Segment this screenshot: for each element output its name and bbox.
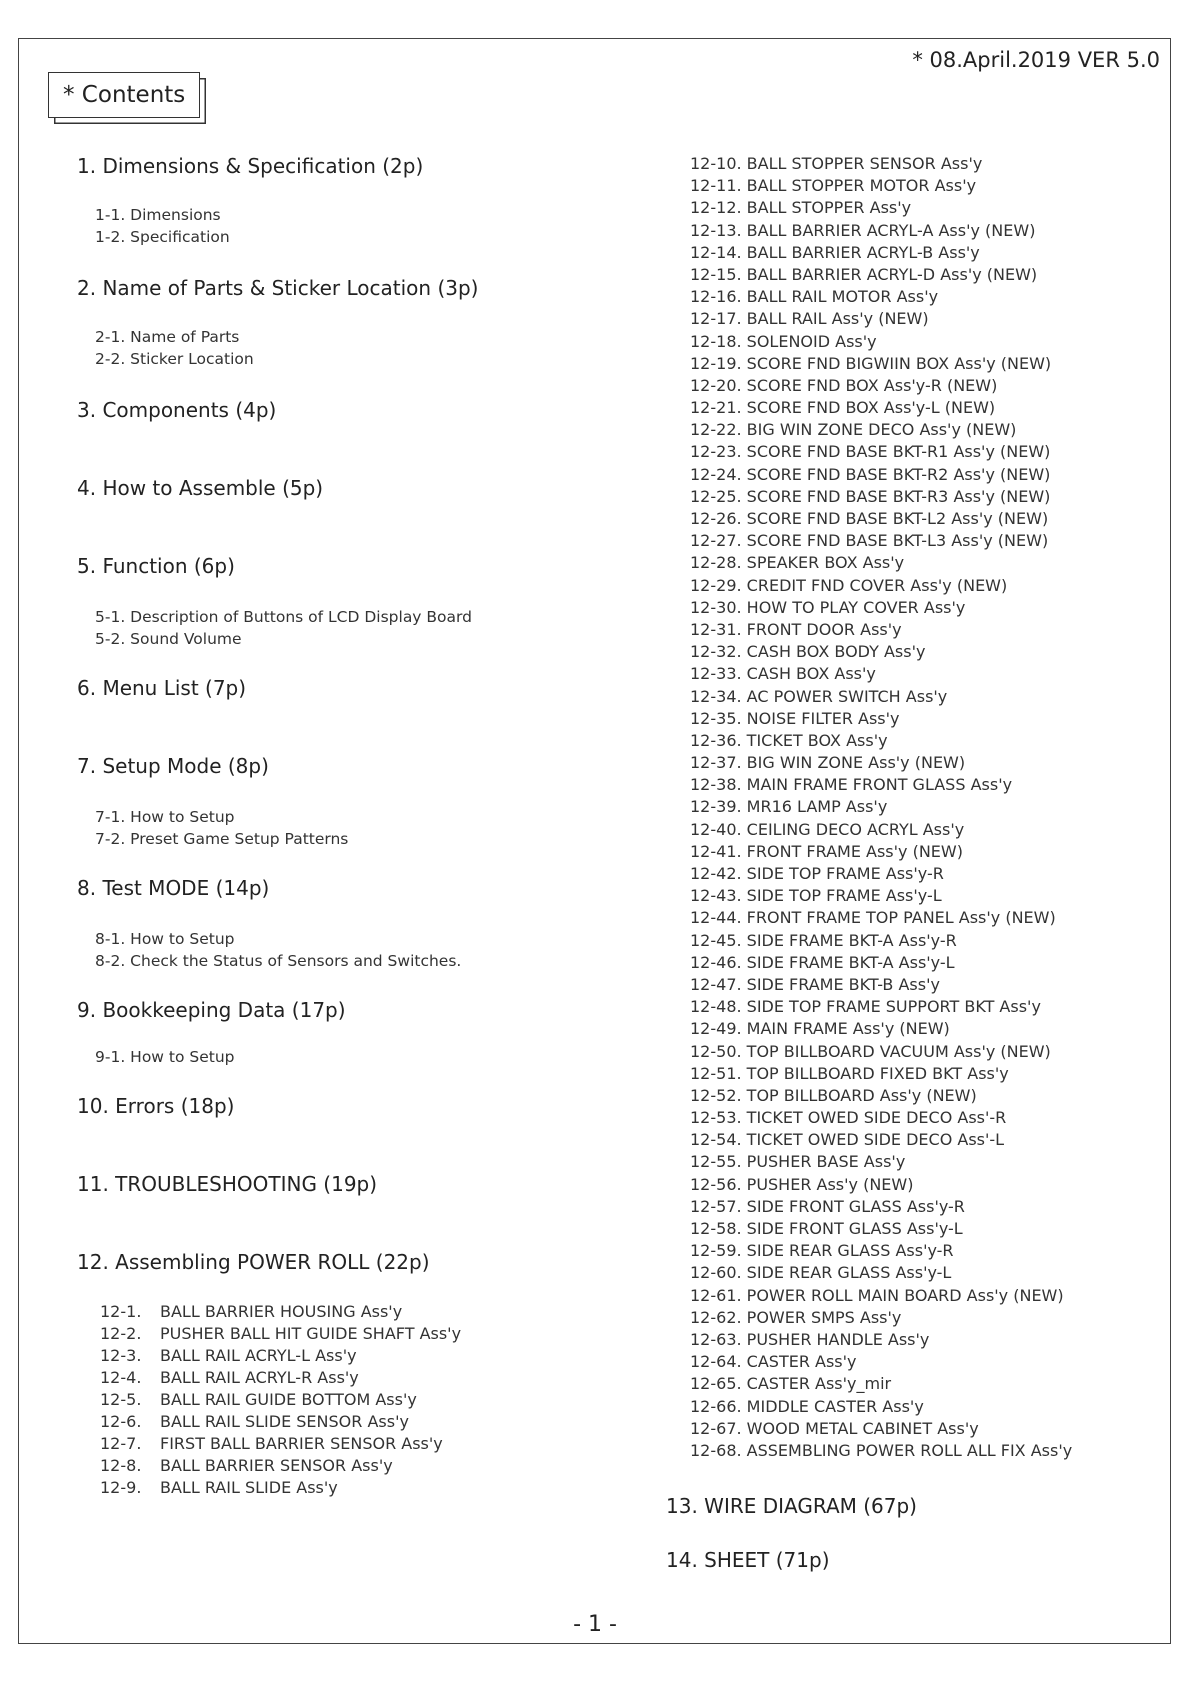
toc-sub-5-2[interactable]: 5-2. Sound Volume: [95, 630, 242, 648]
toc-assembly-item[interactable]: 12-48. SIDE TOP FRAME SUPPORT BKT Ass'y: [690, 997, 1041, 1017]
assembly-name: BALL RAIL SLIDE SENSOR Ass'y: [160, 1412, 409, 1431]
toc-assembly-item[interactable]: 12-52. TOP BILLBOARD Ass'y (NEW): [690, 1085, 977, 1105]
toc-assembly-item[interactable]: 12-58. SIDE FRONT GLASS Ass'y-L: [690, 1219, 963, 1238]
toc-assembly-item[interactable]: 12-65. CASTER Ass'y_mir: [690, 1374, 892, 1394]
assembly-num: 12-7.: [100, 1434, 142, 1453]
toc-sub-7-1[interactable]: 7-1. How to Setup: [95, 808, 235, 826]
toc-assembly-item[interactable]: [100, 1368, 359, 1387]
toc-assembly-item[interactable]: 12-67. WOOD METAL CABINET Ass'y: [690, 1418, 979, 1438]
toc-assembly-item[interactable]: 12-23. SCORE FND BASE BKT-R1 Ass'y (NEW): [690, 442, 1051, 462]
toc-sub-2-2[interactable]: 2-2. Sticker Location: [95, 350, 254, 368]
toc-assembly-item[interactable]: 12-46. SIDE FRAME BKT-A Ass'y-L: [690, 952, 955, 972]
assembly-num: 12-4.: [100, 1368, 142, 1387]
toc-assembly-item[interactable]: [100, 1324, 461, 1343]
toc-sub-5-1[interactable]: 5-1. Description of Buttons of LCD Display Board: [95, 608, 472, 626]
toc-assembly-item[interactable]: 12-68. ASSEMBLING POWER ROLL ALL FIX Ass'y: [690, 1440, 1073, 1460]
toc-assembly-item[interactable]: [100, 1434, 443, 1453]
toc-assembly-item[interactable]: 12-55. PUSHER BASE Ass'y: [690, 1152, 906, 1172]
toc-assembly-item[interactable]: 12-57. SIDE FRONT GLASS Ass'y-R: [690, 1196, 965, 1216]
assembly-num: 12-8.: [100, 1456, 142, 1475]
toc-assembly-item[interactable]: 12-40. CEILING DECO ACRYL Ass'y: [690, 819, 965, 839]
toc-assembly-item[interactable]: [100, 1412, 409, 1431]
toc-assembly-item[interactable]: 12-11. BALL STOPPER MOTOR Ass'y: [690, 176, 977, 196]
toc-assembly-item[interactable]: 12-16. BALL RAIL MOTOR Ass'y: [690, 287, 939, 307]
toc-assembly-item[interactable]: 12-34. AC POWER SWITCH Ass'y: [690, 686, 948, 706]
assembly-name: BALL RAIL ACRYL-L Ass'y: [160, 1346, 357, 1365]
toc-assembly-item[interactable]: [100, 1346, 357, 1365]
assembly-num: 12-9.: [100, 1478, 142, 1497]
toc-assembly-item[interactable]: 12-47. SIDE FRAME BKT-B Ass'y: [690, 974, 940, 994]
toc-assembly-item[interactable]: 12-33. CASH BOX Ass'y: [690, 664, 876, 684]
assembly-name: BALL RAIL SLIDE Ass'y: [160, 1478, 338, 1497]
assembly-name: PUSHER BALL HIT GUIDE SHAFT Ass'y: [160, 1324, 462, 1343]
toc-section-2[interactable]: 2. Name of Parts & Sticker Location (3p): [77, 276, 479, 300]
toc-section-3[interactable]: 3. Components (4p): [77, 398, 277, 422]
toc-sub-8-1[interactable]: 8-1. How to Setup: [95, 930, 235, 948]
toc-assembly-item[interactable]: 12-25. SCORE FND BASE BKT-R3 Ass'y (NEW): [690, 486, 1051, 506]
toc-assembly-item[interactable]: 12-28. SPEAKER BOX Ass'y: [690, 553, 905, 573]
toc-section-8[interactable]: 8. Test MODE (14p): [77, 876, 270, 900]
assembly-name: BALL BARRIER SENSOR Ass'y: [160, 1456, 393, 1475]
toc-assembly-item[interactable]: 12-14. BALL BARRIER ACRYL-B Ass'y: [690, 242, 980, 262]
toc-sub-1-2[interactable]: 1-2. Specification: [95, 228, 230, 246]
toc-assembly-item[interactable]: 12-63. PUSHER HANDLE Ass'y: [690, 1329, 930, 1349]
toc-assembly-item[interactable]: 12-37. BIG WIN ZONE Ass'y (NEW): [690, 753, 966, 773]
toc-assembly-item[interactable]: 12-26. SCORE FND BASE BKT-L2 Ass'y (NEW): [690, 509, 1049, 528]
assembly-num: 12-6.: [100, 1412, 142, 1431]
toc-assembly-item[interactable]: 12-45. SIDE FRAME BKT-A Ass'y-R: [690, 930, 957, 950]
toc-assembly-item[interactable]: 12-41. FRONT FRAME Ass'y (NEW): [690, 841, 963, 861]
toc-assembly-item[interactable]: 12-27. SCORE FND BASE BKT-L3 Ass'y (NEW): [690, 531, 1049, 551]
assembly-num: 12-2.: [100, 1324, 142, 1343]
toc-assembly-item[interactable]: 12-54. TICKET OWED SIDE DECO Ass'-L: [690, 1130, 1005, 1150]
toc-sub-2-1[interactable]: 2-1. Name of Parts: [95, 328, 240, 346]
toc-assembly-item[interactable]: 12-38. MAIN FRAME FRONT GLASS Ass'y: [690, 775, 1013, 795]
toc-section-7[interactable]: 7. Setup Mode (8p): [77, 754, 269, 778]
contents-title: * Contents: [48, 72, 200, 118]
toc-assembly-item[interactable]: 12-13. BALL BARRIER ACRYL-A Ass'y (NEW): [690, 220, 1036, 240]
toc-assembly-item[interactable]: 12-30. HOW TO PLAY COVER Ass'y: [690, 597, 966, 617]
toc-assembly-item[interactable]: 12-51. TOP BILLBOARD FIXED BKT Ass'y: [690, 1063, 1009, 1083]
toc-assembly-item[interactable]: 12-12. BALL STOPPER Ass'y: [690, 198, 912, 218]
toc-section-10[interactable]: 10. Errors (18p): [77, 1094, 235, 1118]
toc-assembly-item[interactable]: 12-29. CREDIT FND COVER Ass'y (NEW): [690, 575, 1008, 595]
toc-assembly-item[interactable]: 12-50. TOP BILLBOARD VACUUM Ass'y (NEW): [690, 1041, 1051, 1061]
toc-assembly-item[interactable]: 12-44. FRONT FRAME TOP PANEL Ass'y (NEW): [690, 908, 1056, 928]
toc-assembly-item[interactable]: 12-39. MR16 LAMP Ass'y: [690, 797, 888, 817]
toc-assembly-item[interactable]: [100, 1302, 402, 1321]
toc-assembly-item[interactable]: 12-17. BALL RAIL Ass'y (NEW): [690, 309, 929, 329]
toc-assembly-item[interactable]: 12-64. CASTER Ass'y: [690, 1352, 857, 1372]
toc-assembly-item[interactable]: 12-24. SCORE FND BASE BKT-R2 Ass'y (NEW): [690, 464, 1051, 484]
toc-assembly-item[interactable]: 12-10. BALL STOPPER SENSOR Ass'y: [690, 154, 983, 173]
toc-section-12[interactable]: 12. Assembling POWER ROLL (22p): [77, 1250, 430, 1274]
toc-section-11[interactable]: 11. TROUBLESHOOTING (19p): [77, 1172, 378, 1196]
toc-sub-7-2[interactable]: 7-2. Preset Game Setup Patterns: [95, 830, 349, 848]
toc-assembly-item[interactable]: 12-20. SCORE FND BOX Ass'y-R (NEW): [690, 375, 998, 395]
toc-section-4[interactable]: 4. How to Assemble (5p): [77, 476, 324, 500]
toc-assembly-item[interactable]: 12-18. SOLENOID Ass'y: [690, 331, 877, 351]
toc-section-1[interactable]: 1. Dimensions & Specification (2p): [77, 154, 424, 178]
toc-section-14[interactable]: 14. SHEET (71p): [666, 1548, 830, 1572]
assembly-num: 12-3.: [100, 1346, 142, 1365]
toc-assembly-item[interactable]: [100, 1390, 417, 1409]
toc-section-9[interactable]: 9. Bookkeeping Data (17p): [77, 998, 346, 1022]
toc-section-6[interactable]: 6. Menu List (7p): [77, 676, 247, 700]
assembly-name: BALL BARRIER HOUSING Ass'y: [160, 1302, 403, 1321]
toc-assembly-item[interactable]: 12-60. SIDE REAR GLASS Ass'y-L: [690, 1263, 952, 1283]
toc-sub-9-1[interactable]: 9-1. How to Setup: [95, 1048, 235, 1066]
toc-sub-1-1[interactable]: 1-1. Dimensions: [95, 206, 221, 224]
toc-assembly-item[interactable]: 12-22. BIG WIN ZONE DECO Ass'y (NEW): [690, 420, 1017, 440]
toc-assembly-item[interactable]: 12-49. MAIN FRAME Ass'y (NEW): [690, 1019, 950, 1039]
toc-assembly-item[interactable]: 12-36. TICKET BOX Ass'y: [690, 730, 888, 750]
toc-assembly-item[interactable]: 12-59. SIDE REAR GLASS Ass'y-R: [690, 1241, 954, 1261]
assembly-num: 12-1.: [100, 1302, 142, 1321]
toc-assembly-item[interactable]: 12-43. SIDE TOP FRAME Ass'y-L: [690, 886, 942, 906]
assembly-num: 12-5.: [100, 1390, 142, 1409]
toc-assembly-item[interactable]: 12-19. SCORE FND BIGWIIN BOX Ass'y (NEW): [690, 353, 1052, 373]
toc-assembly-item[interactable]: 12-31. FRONT DOOR Ass'y: [690, 619, 902, 639]
toc-assembly-item[interactable]: 12-62. POWER SMPS Ass'y: [690, 1307, 902, 1327]
toc-assembly-item[interactable]: 12-56. PUSHER Ass'y (NEW): [690, 1174, 914, 1194]
toc-sub-8-2[interactable]: 8-2. Check the Status of Sensors and Switches.: [95, 952, 462, 970]
assembly-name: BALL RAIL ACRYL-R Ass'y: [160, 1368, 359, 1387]
toc-assembly-item[interactable]: [100, 1478, 338, 1497]
toc-assembly-item[interactable]: 12-66. MIDDLE CASTER Ass'y: [690, 1396, 924, 1416]
toc-assembly-item[interactable]: 12-15. BALL BARRIER ACRYL-D Ass'y (NEW): [690, 264, 1038, 284]
toc-assembly-item[interactable]: 12-53. TICKET OWED SIDE DECO Ass'-R: [690, 1108, 1007, 1128]
toc-assembly-item[interactable]: 12-32. CASH BOX BODY Ass'y: [690, 642, 926, 662]
right-assembly-list: [690, 153, 1072, 1462]
toc-assembly-item[interactable]: 12-35. NOISE FILTER Ass'y: [690, 708, 900, 728]
assembly-name: FIRST BALL BARRIER SENSOR Ass'y: [160, 1434, 443, 1453]
toc-section-5[interactable]: 5. Function (6p): [77, 554, 235, 578]
toc-assembly-item[interactable]: 12-21. SCORE FND BOX Ass'y-L (NEW): [690, 398, 996, 418]
toc-section-13[interactable]: 13. WIRE DIAGRAM (67p): [666, 1494, 917, 1518]
toc-assembly-item[interactable]: 12-61. POWER ROLL MAIN BOARD Ass'y (NEW): [690, 1285, 1064, 1305]
version-label: * 08.April.2019 VER 5.0: [912, 48, 1160, 72]
toc-assembly-item[interactable]: [100, 1456, 393, 1475]
toc-assembly-item[interactable]: 12-42. SIDE TOP FRAME Ass'y-R: [690, 864, 944, 883]
page-number: - 1 -: [573, 1612, 617, 1637]
assembly-name: BALL RAIL GUIDE BOTTOM Ass'y: [160, 1390, 417, 1409]
